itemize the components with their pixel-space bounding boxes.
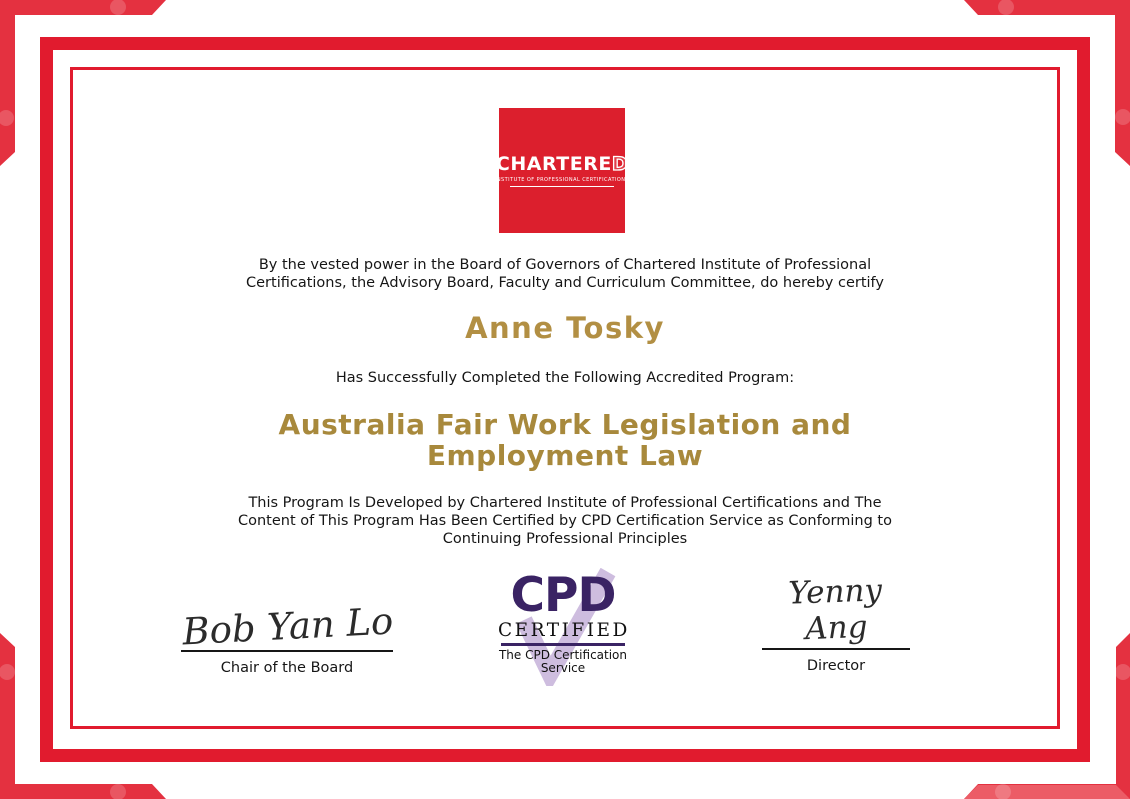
description-line-2: Content of This Program Has Been Certified by CPD Certification Service as Conforming to bbox=[238, 513, 892, 529]
logo-divider bbox=[510, 186, 614, 187]
signature-block-director bbox=[762, 572, 910, 674]
cpd-service-line-1: The CPD Certification bbox=[498, 648, 628, 662]
program-description bbox=[115, 494, 1015, 548]
signature-title-chair: Chair of the Board bbox=[220, 660, 354, 676]
cpd-divider bbox=[501, 643, 625, 646]
description-line-3: Continuing Professional Principles bbox=[442, 531, 688, 547]
brand-text: CHARTER bbox=[495, 152, 599, 175]
signature-script-chair: Bob Yan Lo bbox=[181, 599, 395, 654]
signature-title-director: Director bbox=[806, 658, 866, 674]
brand-letter-d-outline: D bbox=[611, 152, 629, 175]
intro-paragraph bbox=[145, 256, 985, 292]
corner-ornament-bottom-right-fold bbox=[964, 785, 1130, 799]
program-title-line-2: Employment Law bbox=[426, 439, 704, 472]
signature-script-director: Yenny Ang bbox=[787, 572, 883, 648]
logo-subtitle: INSTITUTE OF PROFESSIONAL CERTIFICATIONS bbox=[494, 176, 630, 183]
program-title bbox=[0, 409, 1130, 471]
cpd-acronym: CPD bbox=[510, 568, 616, 623]
cpd-service-line-2: Service bbox=[540, 661, 586, 675]
completion-line: Has Successfully Completed the Following Accredited Program: bbox=[335, 370, 795, 386]
program-title-line-1: Australia Fair Work Legislation and bbox=[278, 408, 852, 441]
brand-letter-e: E bbox=[598, 152, 612, 175]
description-line-1: This Program Is Developed by Chartered Institute of Professional Certifications and The bbox=[248, 495, 882, 511]
intro-line-2: Certifications, the Advisory Board, Faculty and Curriculum Committee, do hereby certify bbox=[246, 275, 884, 291]
cpd-certified-label: CERTIFIED bbox=[498, 620, 630, 641]
cpd-certified-logo bbox=[498, 568, 630, 675]
signature-block-chair bbox=[181, 574, 393, 676]
signature-line-director bbox=[762, 648, 910, 650]
recipient-name: Anne Tosky bbox=[465, 311, 665, 345]
chartered-logo bbox=[494, 108, 630, 233]
chartered-wordmark bbox=[495, 152, 629, 175]
intro-line-1: By the vested power in the Board of Governors of Chartered Institute of Professional bbox=[258, 257, 872, 273]
